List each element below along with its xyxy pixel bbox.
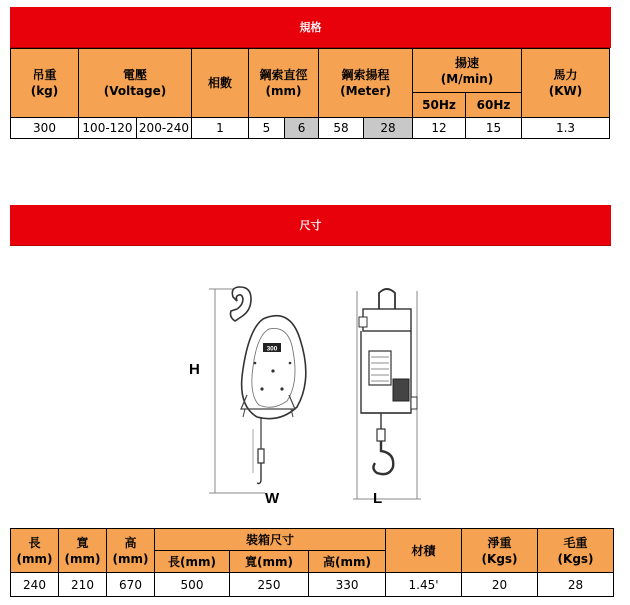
header-phase: 相數 — [192, 49, 249, 118]
header-rope-diameter: 鋼索直徑 (mm) — [249, 49, 319, 118]
header-length: 長 (mm) — [11, 529, 59, 573]
header-width: 寬 (mm) — [59, 529, 107, 573]
header-voltage: 電壓 (Voltage) — [79, 49, 192, 118]
dimension-table — [10, 528, 614, 597]
cell-lift-a: 58 — [319, 118, 364, 139]
header-lift-height: 鋼索揚程 (Meter) — [319, 49, 413, 118]
rope-drum — [369, 351, 391, 385]
cell-net-weight: 20 — [462, 573, 538, 597]
header-load: 吊重 (kg) — [11, 49, 79, 118]
dimension-title-banner — [10, 205, 611, 246]
cell-voltage-a: 100-120 — [79, 118, 137, 139]
header-gross-weight: 毛重 (Kgs) — [538, 529, 614, 573]
hoist-body-side — [242, 316, 306, 419]
cell-phase: 1 — [192, 118, 249, 139]
cell-power: 1.3 — [522, 118, 610, 139]
top-hook-icon — [231, 287, 252, 321]
spec-title-banner — [10, 7, 611, 48]
header-net-weight: 淨重 (Kgs) — [462, 529, 538, 573]
bottom-hook-icon — [373, 441, 393, 474]
hoist-dimension-diagram — [185, 267, 445, 515]
cell-rope-a: 5 — [249, 118, 285, 139]
header-speed-50hz: 50Hz — [413, 93, 466, 118]
width-label: W — [265, 490, 280, 507]
header-volume: 材積 — [386, 529, 462, 573]
capacity-plate-label: 300 — [266, 345, 278, 353]
cell-pack-length: 500 — [155, 573, 230, 597]
cell-load: 300 — [11, 118, 79, 139]
motor-block — [393, 379, 409, 401]
height-label: H — [189, 361, 200, 378]
cell-pack-height: 330 — [309, 573, 386, 597]
cell-width: 210 — [59, 573, 107, 597]
header-speed: 揚速 (M/min) — [413, 49, 522, 93]
header-packing-size: 裝箱尺寸 — [155, 529, 386, 551]
cell-gross-weight: 28 — [538, 573, 614, 597]
spec-table — [10, 48, 610, 139]
spec-title: 規格 — [299, 21, 322, 34]
header-pack-length: 長(mm) — [155, 551, 230, 573]
header-power: 馬力 (KW) — [522, 49, 610, 118]
header-pack-height: 高(mm) — [309, 551, 386, 573]
cell-speed-60hz: 15 — [466, 118, 522, 139]
header-pack-width: 寬(mm) — [230, 551, 309, 573]
header-height: 高 (mm) — [107, 529, 155, 573]
cell-pack-width: 250 — [230, 573, 309, 597]
cell-length: 240 — [11, 573, 59, 597]
top-shackle-front — [379, 289, 395, 311]
cell-rope-b: 6 — [285, 118, 319, 139]
length-label: L — [373, 490, 383, 507]
cell-speed-50hz: 12 — [413, 118, 466, 139]
header-speed-60hz: 60Hz — [466, 93, 522, 118]
cell-volume: 1.45' — [386, 573, 462, 597]
cell-lift-b: 28 — [364, 118, 413, 139]
cell-height: 670 — [107, 573, 155, 597]
dimension-title: 尺寸 — [299, 219, 322, 232]
cell-voltage-b: 200-240 — [137, 118, 192, 139]
